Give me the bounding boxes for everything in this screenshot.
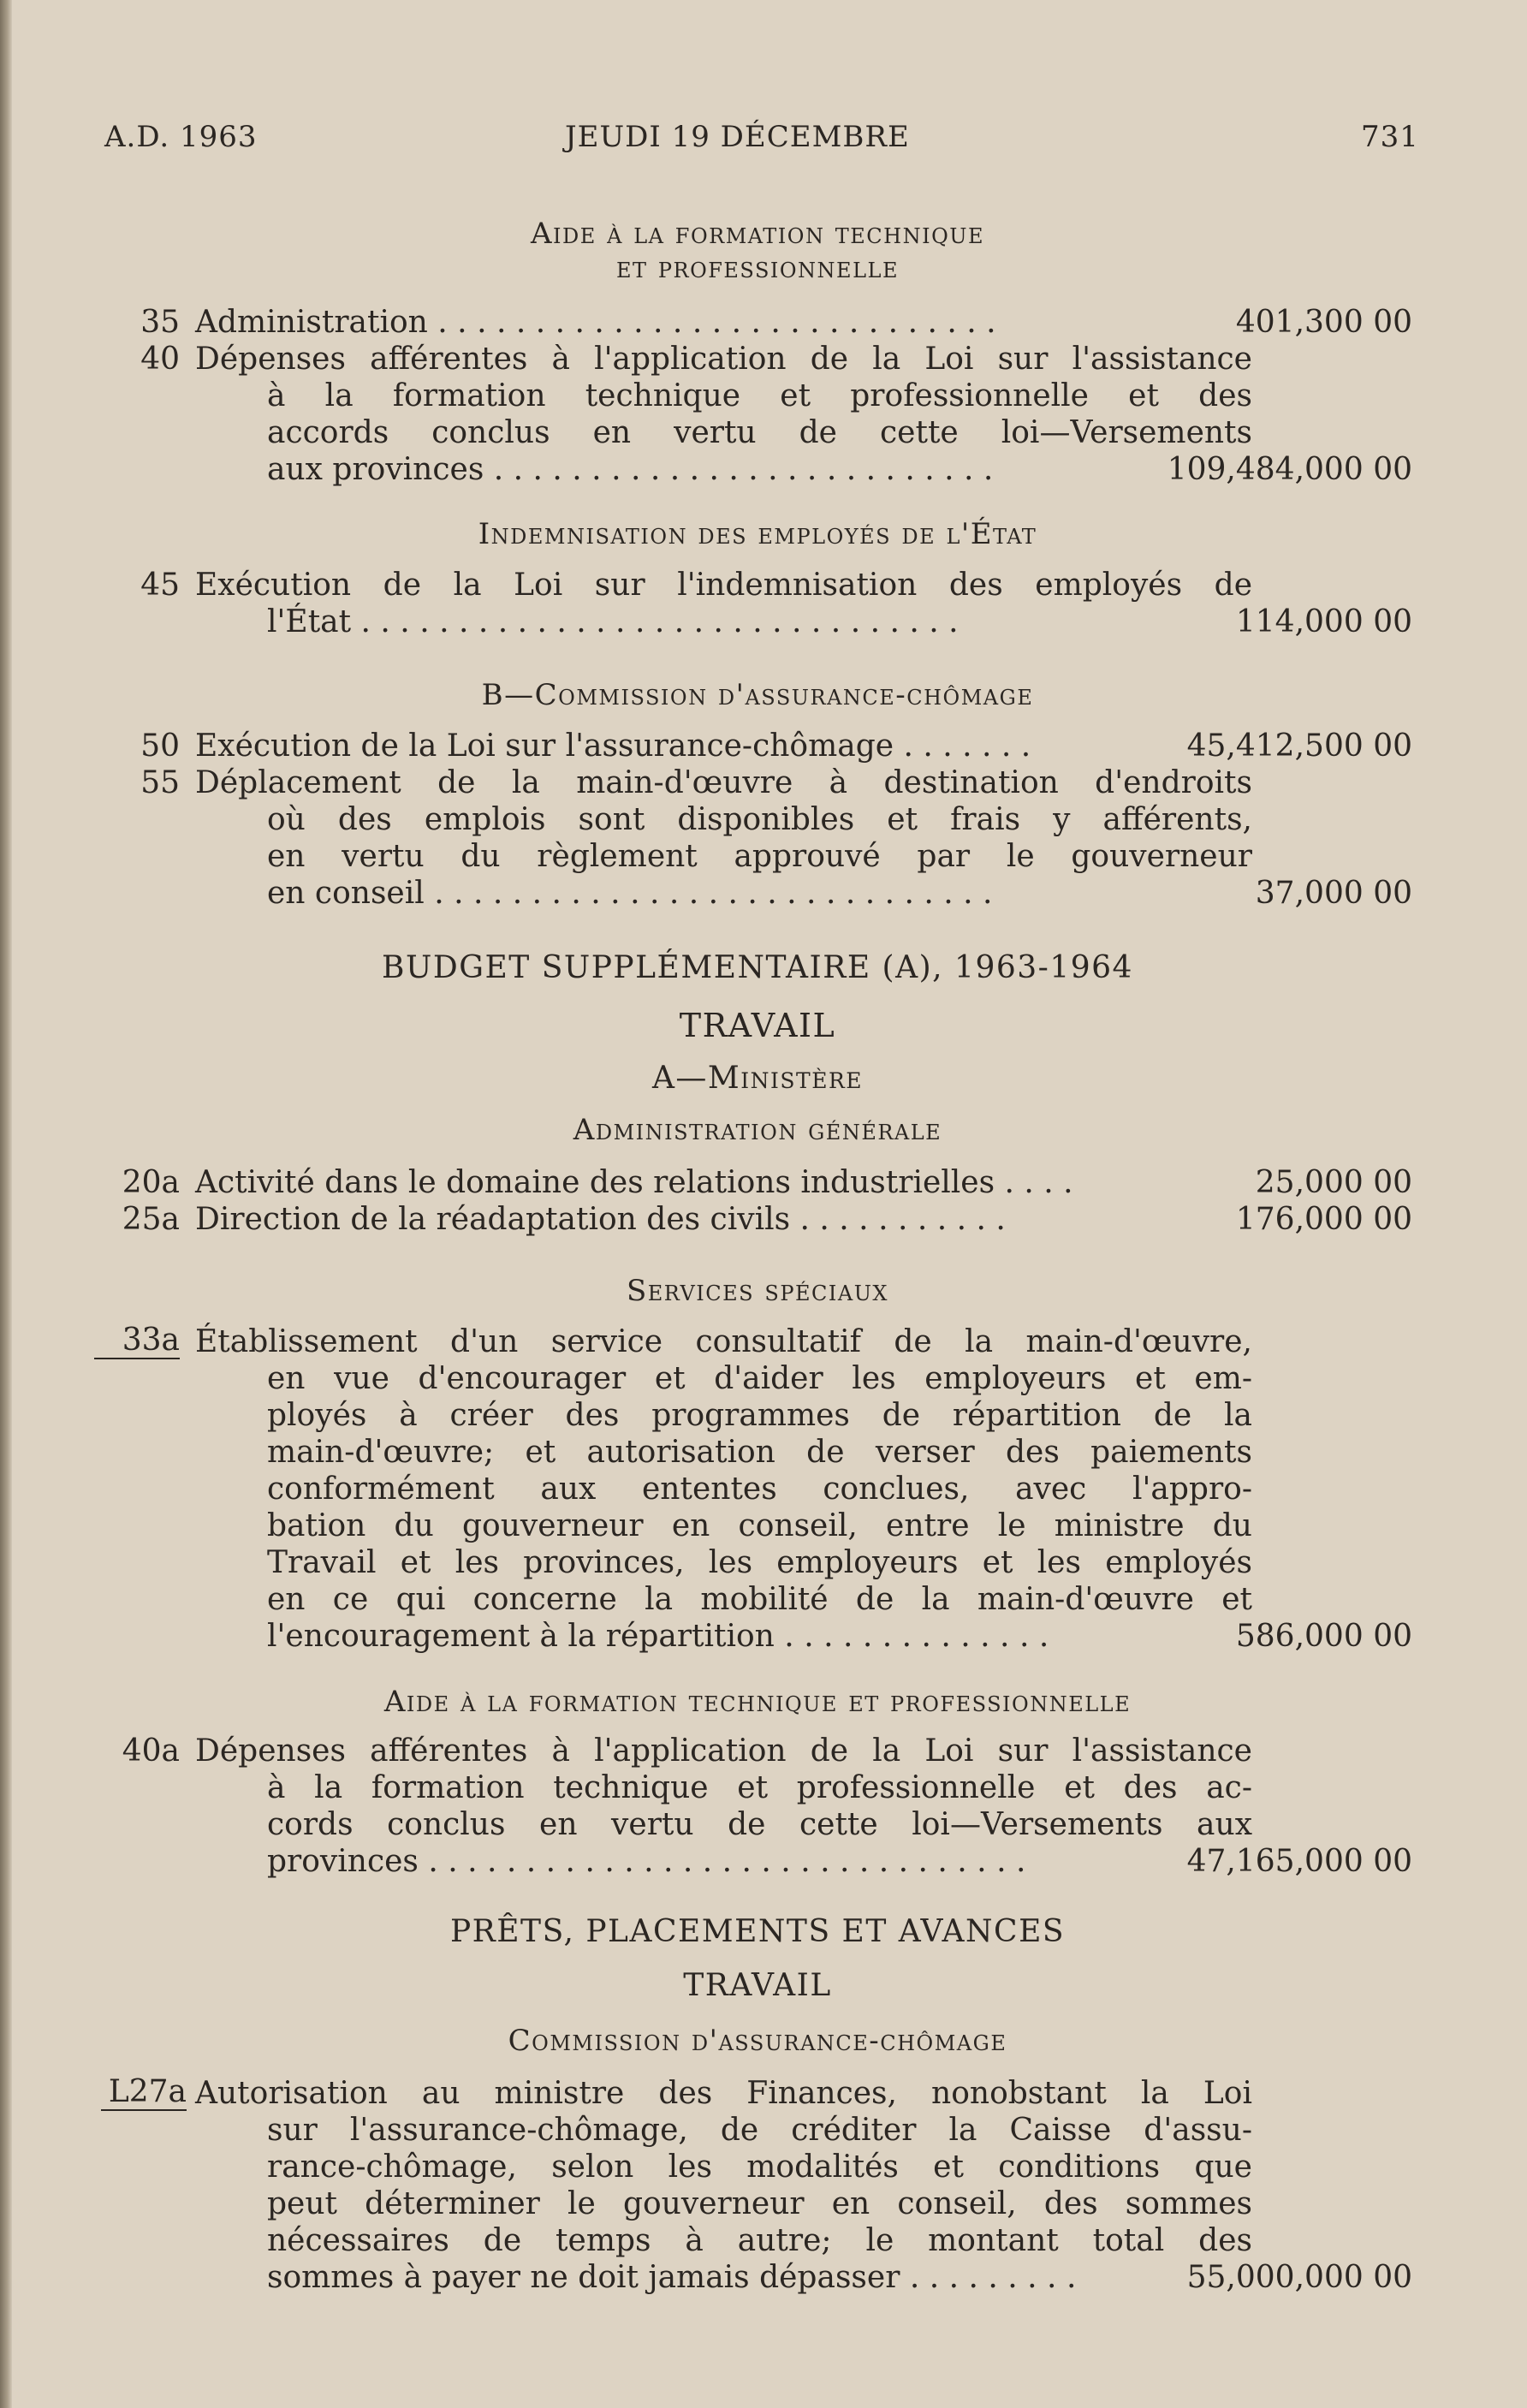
vote-amount: 176,000 00: [1235, 1202, 1412, 1237]
vote-line: Dépenses afférentes à l'application de la Loi sur l'assistance: [195, 1733, 1252, 1769]
page-number: 731: [1361, 120, 1419, 154]
vote-line: l'encouragement à la répartition . . . . . . . . . . . . . .: [267, 1619, 1049, 1654]
vote-amount: 586,000 00: [1235, 1619, 1412, 1654]
running-header-year: A.D. 1963: [104, 120, 258, 154]
vote-line: Direction de la réadaptation des civils . . . . . . . . . . .: [195, 1202, 1006, 1237]
vote-line: en vertu du règlement approuvé par le gouverneur: [267, 839, 1252, 874]
vote-line: ployés à créer des programmes de répartition de la: [267, 1398, 1252, 1433]
vote-line: Travail et les provinces, les employeurs et les employés: [267, 1545, 1252, 1580]
vote-line: sommes à payer ne doit jamais dépasser . . . . . . . . .: [267, 2260, 1077, 2295]
section-heading-line: et professionnelle: [616, 251, 899, 285]
vote-line: nécessaires de temps à autre; le montant total des: [267, 2223, 1252, 2258]
vote-number: 40a: [122, 1733, 180, 1769]
vote-number: 33a: [94, 1323, 180, 1359]
vote-line: provinces . . . . . . . . . . . . . . . . . . . . . . . . . . . . . . .: [267, 1844, 1026, 1879]
vote-description: [195, 764, 1252, 912]
vote-line: conformément aux ententes conclues, avec l'appro-: [267, 1472, 1252, 1507]
vote-line: bation du gouverneur en conseil, entre le ministre du: [267, 1508, 1252, 1543]
vote-description: [195, 567, 1252, 640]
vote-line: cords conclus en vertu de cette loi—Versements aux: [267, 1807, 1252, 1842]
vote-amount: 25,000 00: [1255, 1165, 1412, 1200]
section-heading-indemnisation: Indemnisation des employés de l'État: [478, 517, 1037, 551]
vote-description: [195, 728, 1252, 764]
vote-description: [195, 1733, 1252, 1880]
page-binding-shadow: [0, 0, 12, 2408]
vote-number: 35: [140, 305, 180, 340]
vote-line: en conseil . . . . . . . . . . . . . . . . . . . . . . . . . . . . .: [267, 876, 993, 911]
vote-line: où des emplois sont disponibles et frais y afférents,: [267, 802, 1252, 837]
vote-amount: 55,000,000 00: [1186, 2260, 1412, 2295]
vote-line: en ce qui concerne la mobilité de la main-d'œuvre et: [267, 1582, 1252, 1617]
vote-number: 50: [140, 728, 180, 764]
vote-number: L27a: [101, 2075, 187, 2111]
vote-line: Autorisation au ministre des Finances, nonobstant la Loi: [195, 2076, 1252, 2111]
vote-amount: 37,000 00: [1255, 876, 1412, 911]
vote-description: [195, 1323, 1252, 1655]
vote-amount: 401,300 00: [1235, 305, 1412, 340]
vote-description: [195, 2075, 1252, 2296]
vote-line: à la formation technique et professionnelle et des ac-: [267, 1770, 1252, 1805]
vote-line: à la formation technique et professionnelle et des: [267, 378, 1252, 413]
section-heading-administration: Administration générale: [573, 1113, 942, 1147]
vote-line: peut déterminer le gouverneur en conseil, des sommes: [267, 2186, 1252, 2221]
vote-number: 40: [140, 342, 180, 377]
vote-line: Exécution de la Loi sur l'indemnisation des employés de: [195, 568, 1252, 603]
vote-description: [195, 341, 1252, 488]
section-heading-aide-formation: [111, 217, 1404, 285]
vote-amount: 45,412,500 00: [1186, 728, 1412, 764]
vote-description: [195, 304, 1252, 341]
vote-amount: 47,165,000 00: [1186, 1844, 1412, 1879]
section-heading-commission-b: B—Commission d'assurance-chômage: [481, 678, 1034, 712]
vote-line: en vue d'encourager et d'aider les employeurs et em-: [267, 1361, 1252, 1396]
vote-number: 45: [140, 568, 180, 603]
vote-description: [195, 1164, 1252, 1201]
vote-line: sur l'assurance-chômage, de créditer la Caisse d'assu-: [267, 2113, 1252, 2148]
budget-title: BUDGET SUPPLÉMENTAIRE (A), 1963-1964: [382, 950, 1133, 985]
vote-amount: 114,000 00: [1235, 604, 1412, 639]
vote-line: l'État . . . . . . . . . . . . . . . . . . . . . . . . . . . . . . .: [267, 604, 959, 639]
section-heading-commission: Commission d'assurance-chômage: [508, 2024, 1007, 2058]
section-heading-line: Aide à la formation technique: [530, 217, 984, 251]
vote-line: Activité dans le domaine des relations industrielles . . . .: [195, 1165, 1073, 1200]
vote-line: rance-chômage, selon les modalités et conditions que: [267, 2149, 1252, 2185]
vote-line: aux provinces . . . . . . . . . . . . . . . . . . . . . . . . . .: [267, 452, 994, 487]
running-header-date: JEUDI 19 DÉCEMBRE: [565, 120, 910, 154]
vote-description: [195, 1201, 1252, 1238]
vote-line: Dépenses afférentes à l'application de la Loi sur l'assistance: [195, 342, 1252, 377]
vote-number: 20a: [122, 1165, 180, 1200]
vote-amount: 109,484,000 00: [1167, 452, 1412, 487]
vote-line: Administration . . . . . . . . . . . . . . . . . . . . . . . . . . . . .: [195, 305, 996, 340]
vote-line: accords conclus en vertu de cette loi—Versements: [267, 415, 1252, 450]
vote-line: main-d'œuvre; et autorisation de verser des paiements: [267, 1435, 1252, 1470]
ministry-subtitle: A—Ministère: [651, 1061, 864, 1096]
vote-line: Déplacement de la main-d'œuvre à destination d'endroits: [195, 765, 1252, 800]
loans-department: TRAVAIL: [683, 1968, 832, 2003]
department-title: TRAVAIL: [679, 1007, 836, 1044]
vote-line: Établissement d'un service consultatif de la main-d'œuvre,: [195, 1324, 1252, 1359]
loans-title: PRÊTS, PLACEMENTS ET AVANCES: [449, 1914, 1066, 1949]
vote-number: 25a: [122, 1202, 180, 1237]
section-heading-aide-formation-2: Aide à la formation technique et professionnelle: [383, 1685, 1132, 1719]
vote-number: 55: [140, 765, 180, 800]
vote-line: Exécution de la Loi sur l'assurance-chômage . . . . . . .: [195, 728, 1031, 764]
section-heading-services-speciaux: Services spéciaux: [626, 1274, 889, 1308]
